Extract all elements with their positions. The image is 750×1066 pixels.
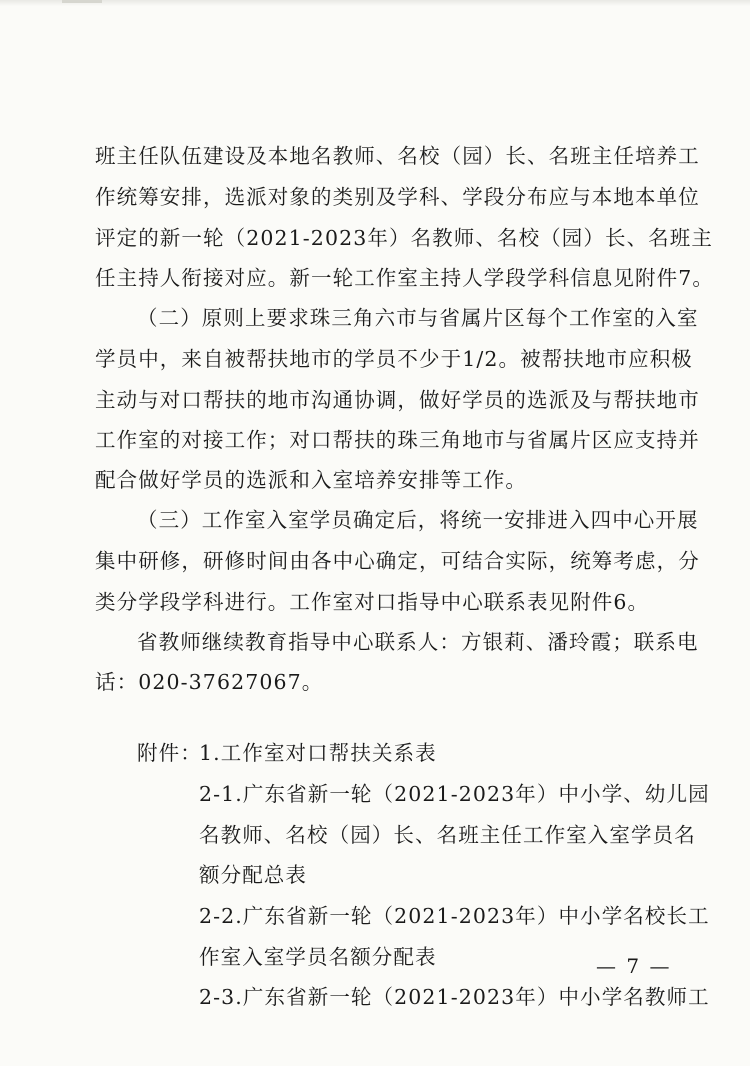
attachment-2-2-line-2: 作室入室学员名额分配表: [199, 945, 437, 969]
attachment-2-2-line-1: 2-2.广东省新一轮（2021-2023年）中小学名校长工: [199, 904, 710, 928]
paragraph-2-line-4: 工作室的对接工作；对口帮扶的珠三角地市与省属片区应支持并: [95, 428, 700, 452]
paragraph-2-line-1: （二）原则上要求珠三角六市与省属片区每个工作室的入室: [137, 306, 699, 330]
attachment-2-3-line-1: 2-3.广东省新一轮（2021-2023年）中小学名教师工: [199, 985, 710, 1009]
paragraph-1-line-4: 任主持人衔接对应。新一轮工作室主持人学段学科信息见附件7。: [95, 266, 714, 290]
attachment-2-1-line-1: 2-1.广东省新一轮（2021-2023年）中小学、幼儿园: [199, 782, 710, 806]
contact-line-1: 省教师继续教育指导中心联系人：方银莉、潘玲霞；联系电: [137, 630, 699, 654]
paragraph-2-line-5: 配合做好学员的选派和入室培养安排等工作。: [95, 468, 527, 492]
attachments-label: 附件：: [137, 741, 202, 765]
page-number: — 7 —: [596, 954, 672, 978]
paragraph-2-line-3: 主动与对口帮扶的地市沟通协调，做好学员的选派及与帮扶地市: [95, 388, 700, 412]
paragraph-3-line-2: 集中研修，研修时间由各中心确定，可结合实际，统筹考虑，分: [95, 549, 700, 573]
paragraph-1-line-1: 班主任队伍建设及本地名教师、名校（园）长、名班主任培养工: [95, 144, 700, 168]
paragraph-1-line-2: 作统筹安排，选派对象的类别及学科、学段分布应与本地本单位: [95, 185, 700, 209]
paragraph-3-line-1: （三）工作室入室学员确定后，将统一安排进入四中心开展: [137, 508, 699, 532]
attachment-2-1-line-2: 名教师、名校（园）长、名班主任工作室入室学员名: [199, 823, 696, 847]
paragraph-1-line-3: 评定的新一轮（2021-2023年）名教师、名校（园）长、名班主: [95, 226, 713, 250]
contact-line-2: 话：020-37627067。: [95, 670, 324, 694]
attachment-2-1-line-3: 额分配总表: [199, 863, 307, 887]
paragraph-2-line-2: 学员中，来自被帮扶地市的学员不少于1/2。被帮扶地市应积极: [95, 347, 693, 371]
paragraph-3-line-3: 类分学段学科进行。工作室对口指导中心联系表见附件6。: [95, 590, 650, 614]
attachment-1: 1.工作室对口帮扶关系表: [199, 741, 437, 765]
